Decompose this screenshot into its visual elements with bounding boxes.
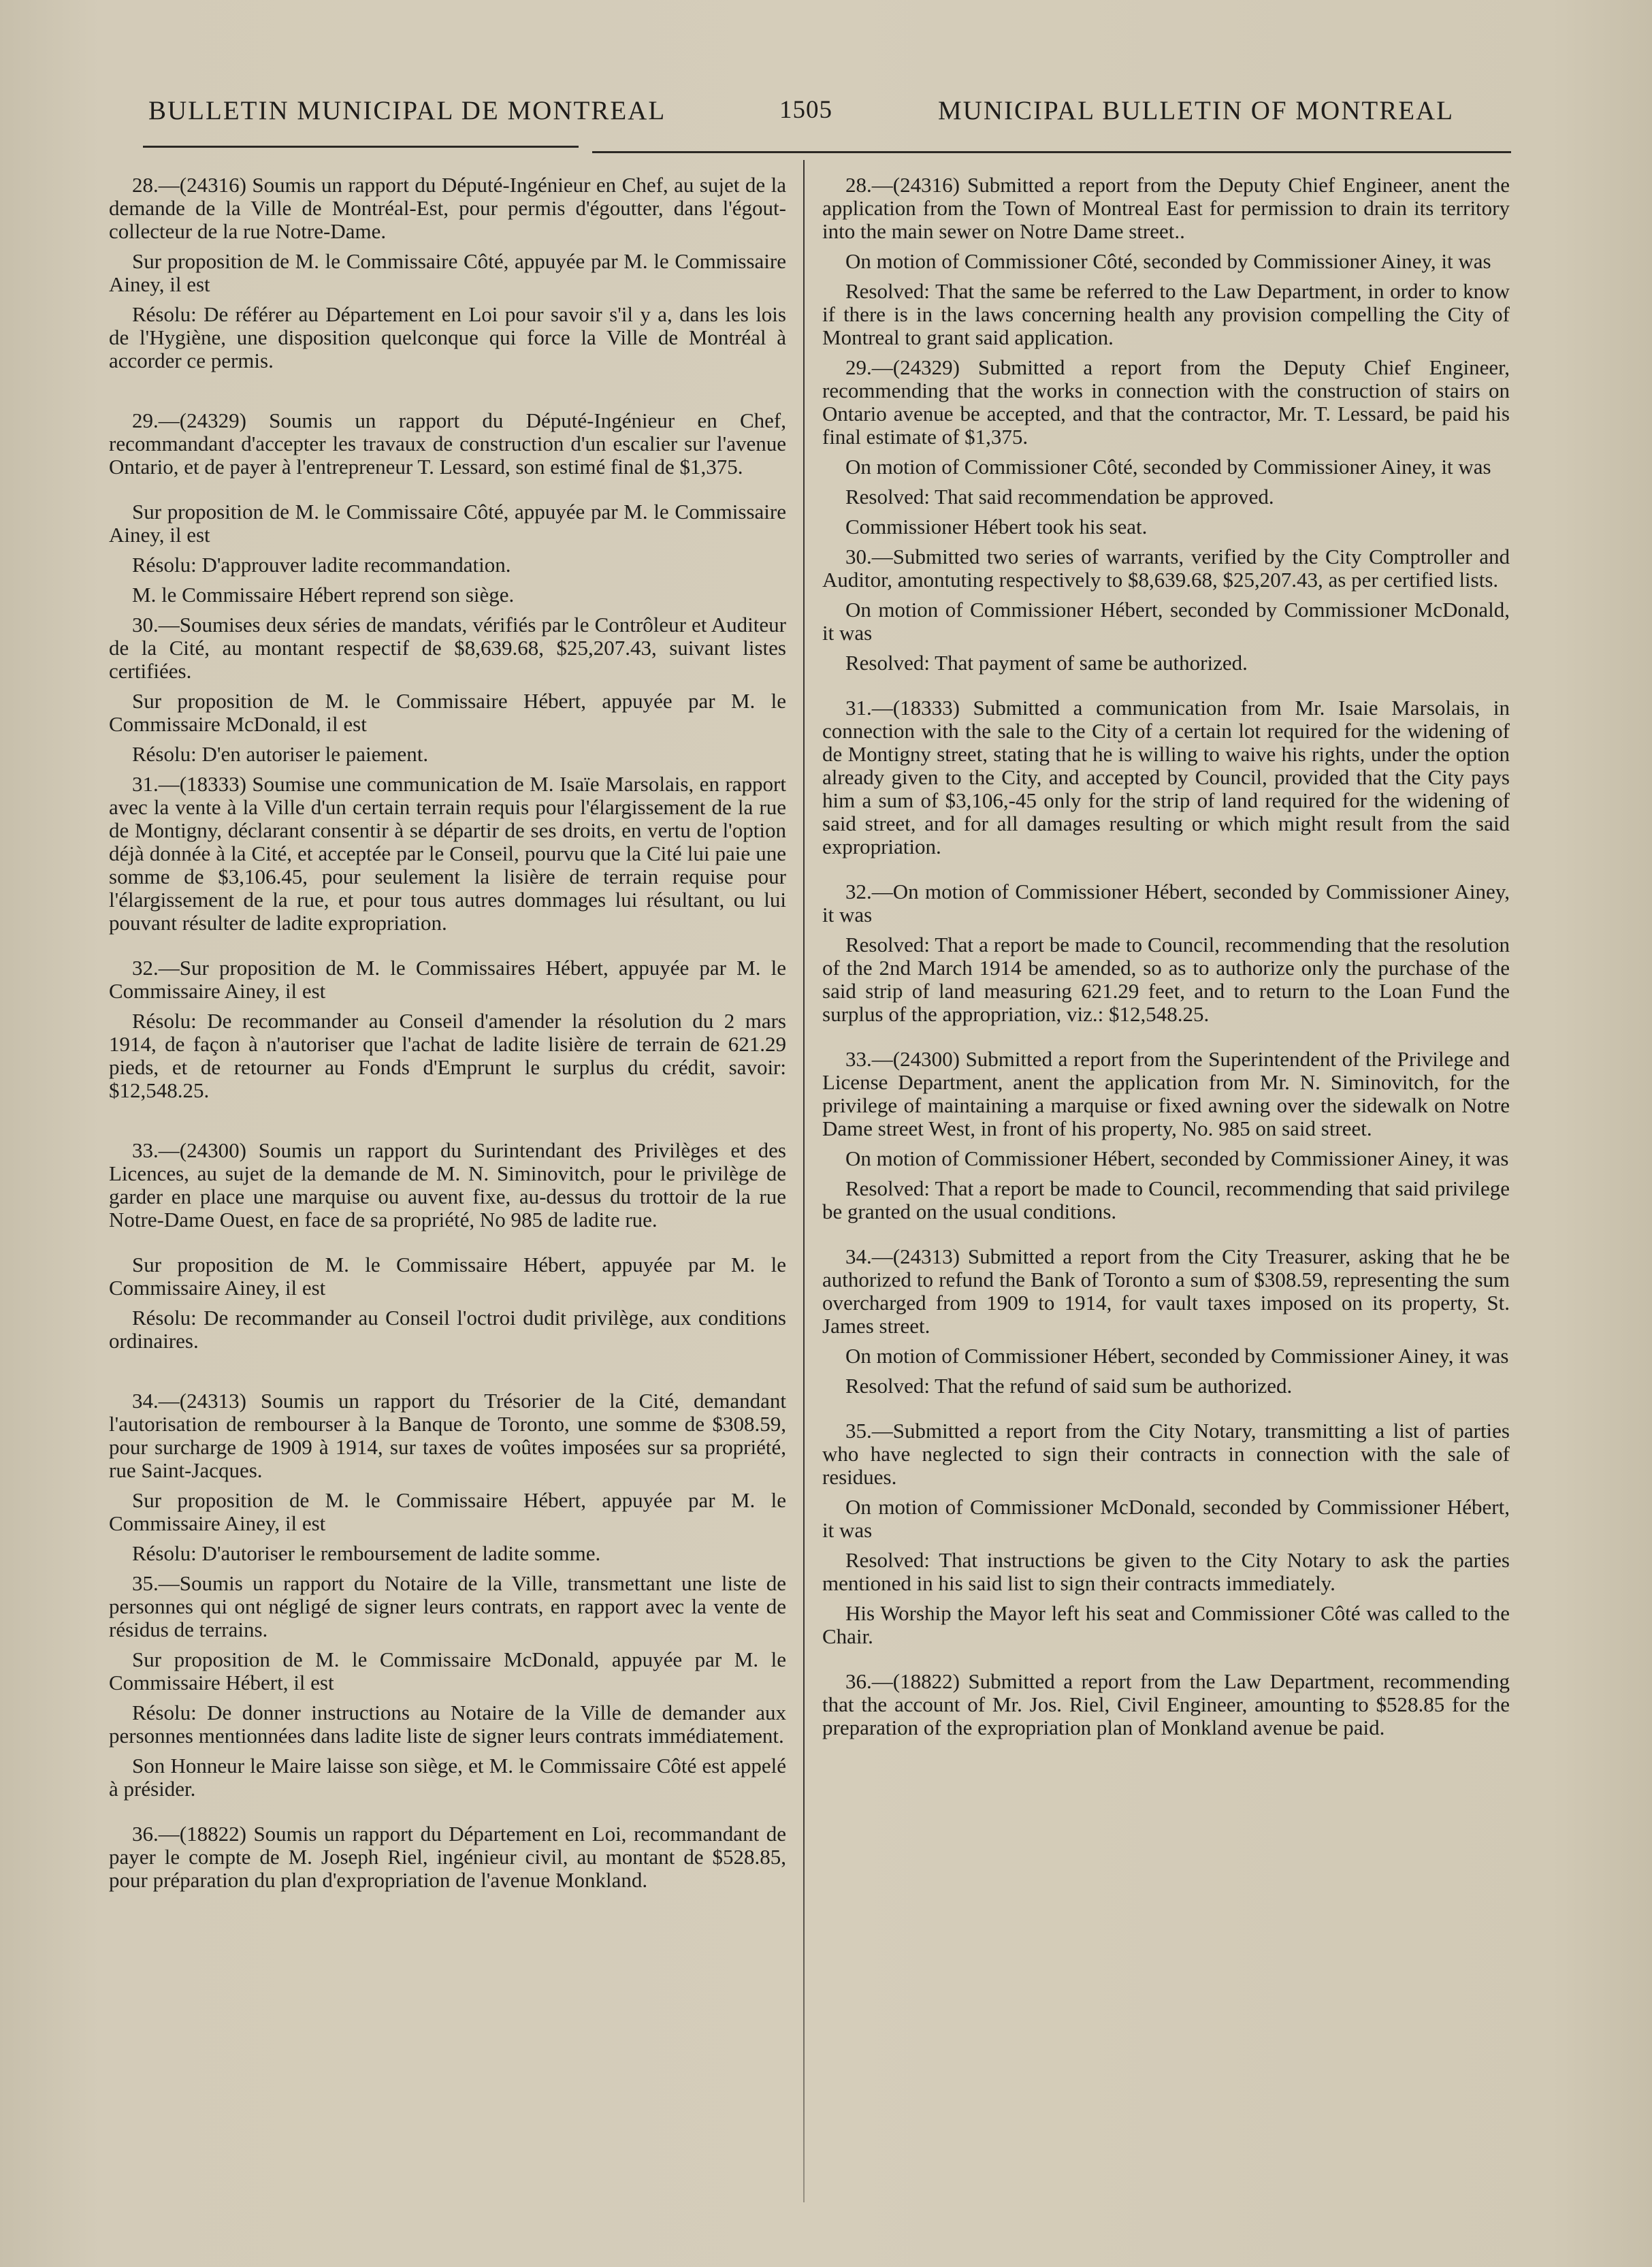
english-paragraph: 34.—(24313) Submitted a report from the City Treasurer, asking that he be authorized to refund the Bank of Toronto a sum of $308.59, representing the sum overcharged from 1909 to 1914, for vault taxes imposed on its property, St. James street. [822,1244,1510,1338]
french-paragraph: Résolu: De recommander au Conseil l'octroi dudit privilège, aux conditions ordinaires. [109,1306,786,1353]
french-paragraph: 32.—Sur proposition de M. le Commissaires Hébert, appuyée par M. le Commissaire Ainey, il est [109,956,786,1003]
french-paragraph: Sur proposition de M. le Commissaire McDonald, appuyée par M. le Commissaire Hébert, il est [109,1647,786,1694]
english-paragraph: His Worship the Mayor left his seat and Commissioner Côté was called to the Chair. [822,1601,1510,1648]
english-paragraph: 33.—(24300) Submitted a report from the Superintendent of the Privilege and License Department, anent the application from Mr. N. Siminovitch, for the privilege of maintaining a marquise or fixed awning over the sidewalk on Notre Dame street West, in front of his property, No. 985 on said street. [822,1047,1510,1140]
english-paragraph: Resolved: That payment of same be authorized. [845,651,1248,675]
english-paragraph: On motion of Commissioner Hébert, seconded by Commissioner Ainey, it was [845,1344,1509,1368]
english-paragraph: 36.—(18822) Submitted a report from the Law Department, recommending that the account of Mr. Jos. Riel, Civil Engineer, amounting to $528.85 for the preparation of the expropriation plan of Monkland avenue be paid. [822,1669,1510,1739]
english-paragraph: Resolved: That a report be made to Council, recommending that the resolution of the 2nd March 1914 be amended, so as to authorize only the purchase of the said strip of land measuring 621.29 feet, and to return to the Loan Fund the surplus of the appropriation, viz.: $12,548.25. [822,933,1510,1026]
paragraph-spacer [822,865,1510,880]
french-paragraph: Sur proposition de M. le Commissaire Côté, appuyée par M. le Commissaire Ainey, il est [109,500,786,547]
header-title-french: BULLETIN MUNICIPAL DE MONTREAL [148,96,666,125]
french-paragraph: Résolu: D'en autoriser le paiement. [132,742,429,766]
french-paragraph: 30.—Soumises deux séries de mandats, vérifiés par le Contrôleur et Auditeur de la Cité, au montant respectif de $8,639.68, $25,207.43, suivant listes certifiées. [109,613,786,683]
english-paragraph: Resolved: That a report be made to Council, recommending that said privilege be granted on the usual conditions. [822,1176,1510,1223]
paragraph-spacer [822,1404,1510,1419]
french-paragraph: Résolu: De donner instructions au Notaire de la Ville de demander aux personnes mentionnées dans ladite liste de signer leurs contrats immédiatement. [109,1701,786,1748]
english-paragraph: 35.—Submitted a report from the City Notary, transmitting a list of parties who have neglected to sign their contracts in connection with the sale of residues. [822,1419,1510,1489]
english-paragraph: 28.—(24316) Submitted a report from the Deputy Chief Engineer, anent the application from the Town of Montreal East for permission to drain its territory into the main sewer on Notre Dame street.. [822,173,1510,243]
french-column [109,174,786,1899]
english-paragraph: On motion of Commissioner Hébert, seconded by Commissioner Ainey, it was [845,1146,1509,1170]
header-rule-left [143,146,579,148]
column-divider [803,160,805,2202]
paragraph-spacer [822,1655,1510,1670]
french-paragraph: Résolu: D'approuver ladite recommandation. [132,553,511,577]
english-paragraph: 29.—(24329) Submitted a report from the Deputy Chief Engineer, recommending that the works in connection with the construction of stairs on Ontario avenue be accepted, and that the contractor, Mr. T. Lessard, be paid his final estimate of $1,375. [822,355,1510,449]
french-paragraph: Résolu: De référer au Département en Loi pour savoir s'il y a, dans les lois de l'Hygiène, une disposition quelconque qui force la Ville de Montréal à accorder ce permis. [109,302,786,372]
english-paragraph: On motion of Commissioner McDonald, seconded by Commissioner Hébert, it was [822,1495,1510,1542]
page-header [0,95,1652,136]
french-paragraph: 28.—(24316) Soumis un rapport du Député-Ingénieur en Chef, au sujet de la demande de la Ville de Montréal-Est, pour permis d'égoutter, dans l'égout-collecteur de la rue Notre-Dame. [109,173,786,243]
french-paragraph: Sur proposition de M. le Commissaire Hébert, appuyée par M. le Commissaire McDonald, il est [109,689,786,736]
french-paragraph: Sur proposition de M. le Commissaire Côté, appuyée par M. le Commissaire Ainey, il est [109,249,786,296]
paragraph-spacer [822,1230,1510,1245]
english-paragraph: 30.—Submitted two series of warrants, verified by the City Comptroller and Auditor, amontuting respectively to $8,639.68, $25,207.43, as per certified lists. [822,545,1510,592]
french-paragraph: 33.—(24300) Soumis un rapport du Surintendant des Privilèges et des Licences, au sujet de la demande de M. N. Siminovitch, pour le privilège de garder en place une marquise ou auvent fixe, au-dessus du trottoir de la rue Notre-Dame Ouest, en face de sa propriété, No 985 de ladite rue. [109,1138,786,1232]
english-paragraph: Resolved: That instructions be given to the City Notary to ask the parties mentioned in his said list to sign their contracts immediately. [822,1548,1510,1595]
french-paragraph: Son Honneur le Maire laisse son siège, et M. le Commissaire Côté est appelé à présider. [109,1754,786,1801]
paragraph-spacer [109,379,786,409]
header-title-english: MUNICIPAL BULLETIN OF MONTREAL [938,96,1455,125]
french-paragraph: M. le Commissaire Hébert reprend son siège. [132,583,515,607]
paragraph-spacer [109,485,786,500]
english-paragraph: On motion of Commissioner Côté, seconded by Commissioner Ainey, it was [845,249,1491,273]
paragraph-spacer [109,1109,786,1139]
french-paragraph: 29.—(24329) Soumis un rapport du Député-Ingénieur en Chef, recommandant d'accepter les travaux de construction d'un escalier sur l'avenue Ontario, et de payer à l'entrepreneur T. Lessard, son estimé final de $1,375. [109,408,786,479]
french-paragraph: 31.—(18333) Soumise une communication de M. Isaïe Marsolais, en rapport avec la vente à la Ville d'un certain terrain requis pour l'élargissement de la rue de Montigny, déclarant consentir à se départir de ses droits, en vertu de l'option déjà donnée à la Cité, et acceptée par le Conseil, pourvu que la Cité lui paie une somme de $3,106.45, pour seulement la lisière de terrain requise pour l'élargissement de la rue, et pour tous autres dommages lui résultant, ou lui pouvant résulter de ladite expropriation. [109,772,786,935]
english-paragraph: Resolved: That the refund of said sum be authorized. [845,1374,1293,1398]
english-paragraph: Resolved: That the same be referred to the Law Department, in order to know if there is in the laws concerning health any provision compelling the City of Montreal to grant said application. [822,279,1510,349]
english-paragraph: On motion of Commissioner Hébert, seconded by Commissioner McDonald, it was [822,598,1510,645]
paragraph-spacer [822,681,1510,696]
header-rule-right [592,151,1511,153]
french-paragraph: 36.—(18822) Soumis un rapport du Département en Loi, recommandant de payer le compte de M. Joseph Riel, ingénieur civil, au montant de $528.85, pour préparation du plan d'expropriation de l'avenue Monkland. [109,1822,786,1892]
paragraph-spacer [822,1033,1510,1048]
page-number: 1505 [779,96,832,124]
paragraph-spacer [109,1807,786,1822]
french-paragraph: 34.—(24313) Soumis un rapport du Trésorier de la Cité, demandant l'autorisation de rembourser à la Banque de Toronto, une somme de $308.59, pour surcharge de 1909 à 1914, sur taxes de voûtes imposées sur sa propriété, rue Saint-Jacques. [109,1389,786,1482]
english-paragraph: 32.—On motion of Commissioner Hébert, seconded by Commissioner Ainey, it was [822,880,1510,927]
paragraph-spacer [109,1238,786,1253]
french-paragraph: Sur proposition de M. le Commissaire Hébert, appuyée par M. le Commissaire Ainey, il est [109,1253,786,1300]
english-paragraph: Resolved: That said recommendation be approved. [845,485,1274,509]
english-paragraph: 31.—(18333) Submitted a communication from Mr. Isaie Marsolais, in connection with the sale to the City of a certain lot required for the widening of de Montigny street, stating that he is willing to waive his rights, under the option already given to the City, and accepted by Council, provided that the City pays him a sum of $3,106,-45 only for the strip of land required for the widening of said street, and for all damages resulting or which might result from the said expropriation. [822,696,1510,858]
french-paragraph: Sur proposition de M. le Commissaire Hébert, appuyée par M. le Commissaire Ainey, il est [109,1488,786,1535]
french-paragraph: 35.—Soumis un rapport du Notaire de la Ville, transmettant une liste de personnes qui ont négligé de signer leurs contrats, en rapport avec la vente de résidus de terrains. [109,1571,786,1641]
french-paragraph: Résolu: D'autoriser le remboursement de ladite somme. [132,1541,601,1565]
english-column [822,174,1510,1746]
french-paragraph: Résolu: De recommander au Conseil d'amender la résolution du 2 mars 1914, de façon à n'autoriser que l'achat de ladite lisière de terrain de 621.29 pieds, et de retourner au Fonds d'Emprunt le surplus du crédit, savoir: $12,548.25. [109,1009,786,1102]
paragraph-spacer [109,942,786,956]
paragraph-spacer [109,1360,786,1389]
english-paragraph: On motion of Commissioner Côté, seconded by Commissioner Ainey, it was [845,455,1491,479]
english-paragraph: Commissioner Hébert took his seat. [845,515,1148,538]
